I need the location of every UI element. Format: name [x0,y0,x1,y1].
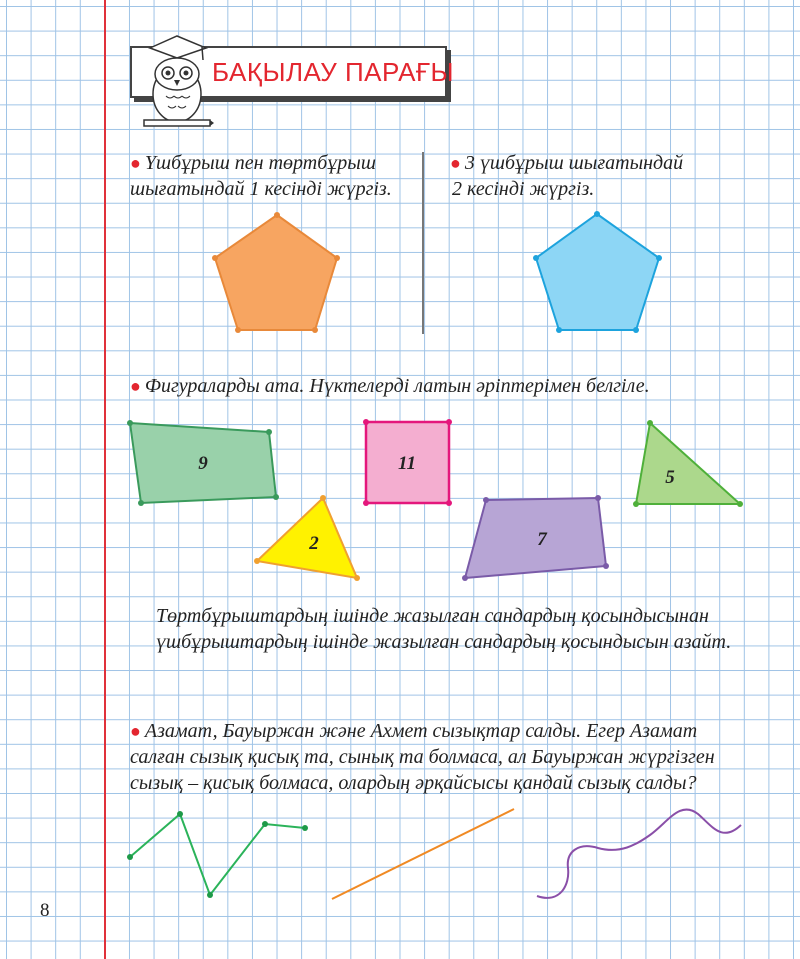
task-4-line-3: сызық – қисық болмаса, олардың әрқайсысы қандай сызық салды? [130,772,697,794]
straight-line [332,809,514,899]
curved-line [537,810,741,898]
task-3-text: Фигураларды ата. Нүктелерді латын әріптерімен белгіле. [144,375,650,397]
subtask-line-2: үшбұрыштардың ішінде жазылған сандардың қосындысын азайт. [156,631,732,653]
page-number: 8 [40,900,50,921]
broken-line [127,811,308,898]
subtask-line-1: Төртбұрыштардың ішінде жазылған сандардың қосындысынан [156,605,709,627]
pink-square-number: 11 [398,453,416,474]
task-2-line-2: 2 кесінді жүргіз. [452,178,595,200]
yellow-triangle [254,495,360,581]
task-1-line-2: шығатындай 1 кесінді жүргіз. [130,178,392,200]
task-1: ● Үшбұрыш пен төртбұрыш шығатындай 1 кесінді жүргіз. [130,152,392,200]
green-quadrilateral [127,420,279,506]
purple-quad-number: 7 [537,529,547,550]
green-triangle [633,420,743,507]
task-4-line-2: салған сызық қисық та, сынық та болмаса, ал Бауыржан жүргізген [130,746,715,768]
task-2: ● 3 үшбұрыш шығатындай 2 кесінді жүргіз. [450,152,684,200]
task-1-line-1: Үшбұрыш пен төртбұрыш [144,152,376,174]
task-4-line-1: Азамат, Бауыржан және Ахмет сызықтар салды. Егер Азамат [144,720,698,742]
task-4: ● Азамат, Бауыржан және Ахмет сызықтар салды. Егер Азамат салған сызық қисық та, сынық та болмаса, ал Бауыржан жүргізген сызық – қисық болмаса, олардың әрқайсысы қандай сызық салды? [130,720,715,794]
yellow-triangle-number: 2 [309,533,319,554]
task-3: ● Фигураларды ата. Нүктелерді латын әріптерімен белгіле. [130,375,650,397]
purple-quadrilateral [462,495,609,581]
orange-pentagon [212,212,340,333]
pink-square [363,419,452,506]
green-quad-number: 9 [198,453,208,474]
page-title: БАҚЫЛАУ ПАРАҒЫ [212,57,455,87]
green-triangle-number: 5 [665,467,675,488]
blue-pentagon [533,211,662,333]
task-2-line-1: 3 үшбұрыш шығатындай [464,152,684,174]
